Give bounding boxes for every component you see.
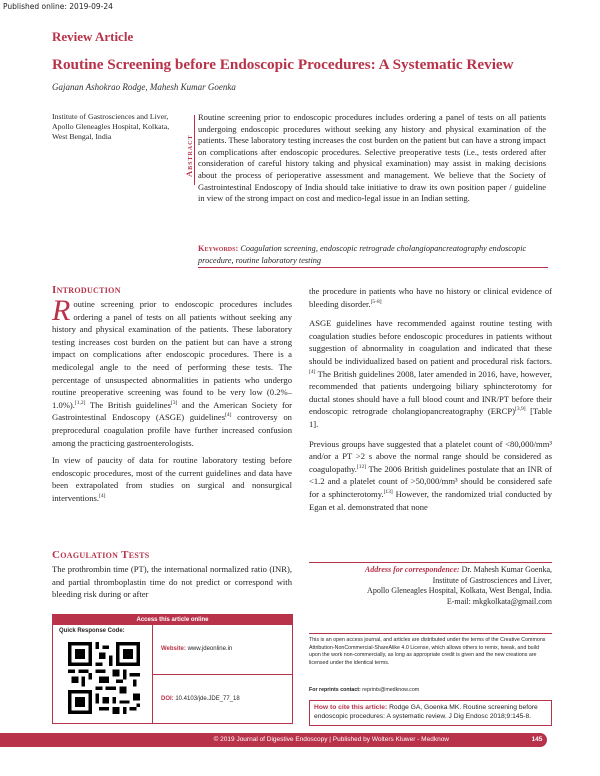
doi-link[interactable]: 10.4103/jde.JDE_77_18 xyxy=(175,696,240,702)
page-footer xyxy=(0,733,600,747)
authors: Gajanan Ashokrao Rodge, Mahesh Kumar Goenka xyxy=(52,82,236,92)
coagulation-paragraph: The prothrombin time (PT), the international normalized ratio (INR), and partial thromboplastin time do not predict or correspond with bleeding risk during or after xyxy=(52,564,292,600)
abstract-text: Routine screening prior to endoscopic procedures includes ordering a panel of tests on all patients undergoing endoscopic procedures without seeking any history and physical examination of the patients. These laboratory testing increases the cost burden on the patient but can have a strong impact on complications after endoscopic procedures. Selective preoperative tests (i.e., tests ordered after consideration of careful history taking and physical examination) may assist in making decisions about the process of perioperative assessment and management. We believe that the Society of Gastrointestinal Endoscopy of India should take initiative to draw its own position paper / guideline in view of the strong impact on cost and medico-legal issue in an Indian setting. xyxy=(198,112,546,204)
qr-label: Quick Response Code: xyxy=(59,628,125,634)
citation-label: How to cite this article: xyxy=(314,704,388,711)
affiliation: Institute of Gastrosciences and Liver, Apollo Gleneagles Hospital, Kolkata, West Bengal, India xyxy=(52,112,170,141)
correspondence-email[interactable]: E-mail: mkgkolkata@gmail.com xyxy=(446,596,552,606)
correspondence-label: Address for correspondence: xyxy=(364,565,460,574)
intro-paragraph-1: Routine screening prior to endoscopic procedures includes ordering a panel of tests on all patients without seeking any history and physical examination of the patients. These laboratory testing increases cost burden on the patient but can have a strong impact on complications after endoscopic procedures. There is a medicolegal angle to the need of performing these tests. The percentage of unsuspected abnormalities in patients who undergo routine preoperative screening was found to be very low (0.2%–1.0%).[1,2] The British guidelines[3] and the American Society for Gastrointestinal Endoscopy (ASGE) guidelines[4] controversy on preprocedural coagulation profile have further increased confusion among the practicing gastroenterologists. xyxy=(52,294,292,448)
published-date: Published online: 2019-09-24 xyxy=(3,2,113,11)
abstract-label-text: Abstract xyxy=(184,134,194,177)
right-paragraph-0: the procedure in patients who have no history or clinical evidence of bleeding disorder.[5-8] xyxy=(309,286,552,309)
article-type: Review Article xyxy=(52,29,134,44)
license-text: This is an open access journal, and articles are distributed under the terms of the Creative Commons Attribution-NonCommercial-ShareAlike 4.0 License, which allows others to remix, tweak, and build upon the work non-commercially, as long as appropriate credit is given and the new creations are licensed under the identical terms. xyxy=(309,633,552,667)
access-article-box xyxy=(52,614,293,724)
qr-code-icon[interactable] xyxy=(68,642,140,714)
abstract-label xyxy=(181,115,195,185)
heading-coagulation-tests: Coagulation Tests xyxy=(52,549,150,561)
intro-paragraph-2: In view of paucity of data for routine laboratory testing before endoscopic procedures, most of the current guidelines and data have been extrapolated from studies on surgical and nonsurgical interventions.[4] xyxy=(52,455,292,503)
reprints-contact: For reprints contact: reprints@medknow.com xyxy=(309,687,420,693)
right-paragraph-2: Previous groups have suggested that a platelet count of <80,000/mm³ and/or a PT >2 s above the normal range should be considered as coagulopathy.[12] The 2006 British guidelines postulate that an INR of <1.2 and a platelet count of >50,000/mm³ should be considered safe for a sphincterotomy.[13] However, the randomized trial conducted by Egan et al. demonstrated that none xyxy=(309,438,552,512)
citation-box: How to cite this article: Rodge GA, Goenka MK. Routine screening before endoscopic procedures: A systematic review. J Dig Endosc 2018;9:145-8. xyxy=(309,700,552,726)
keywords xyxy=(198,243,548,268)
right-paragraph-1: ASGE guidelines have recommended against routine testing with coagulation studies before endoscopic procedures in patients without suggestion of abnormality in coagulation and indicated that these should be individualized based on patient and procedural risk factors.[4] The British guidelines 2008, later amended in 2016, have, however, recommended that patients undergoing biliary sphincterotomy for ductal stones should have a full blood count and INR/PT before their endoscopic retrograde cholangiopancreatography (ERCP)[3,9] [Table 1]. xyxy=(309,318,552,429)
footer-journal: © 2019 Journal of Digestive Endoscopy | Published by Wolters Kluwer - Medknow xyxy=(213,736,449,743)
heading-introduction: Introduction xyxy=(52,284,121,296)
article-title: Routine Screening before Endoscopic Procedures: A Systematic Review xyxy=(52,56,514,73)
website-info: Website: www.jdeonline.in xyxy=(153,625,292,675)
correspondence-address: Address for correspondence: Dr. Mahesh Kumar Goenka, Institute of Gastrosciences and Liver, Apollo Gleneagles Hospital, Kolkata, West Bengal, India. E-mail: mkgkolkata@gmail.com xyxy=(309,562,552,607)
doi-info: DOI: 10.4103/jde.JDE_77_18 xyxy=(161,696,240,702)
introduction-body xyxy=(52,294,292,510)
reprints-email[interactable]: reprints@medknow.com xyxy=(360,687,420,693)
website-link[interactable]: www.jdeonline.in xyxy=(187,646,233,652)
right-column-body xyxy=(309,285,552,520)
drop-cap: R xyxy=(52,294,71,327)
keywords-text: Coagulation screening, endoscopic retrograde cholangiopancreatography endoscopic procedure, routine laboratory testing xyxy=(198,244,527,265)
page-number: 145 xyxy=(527,733,547,747)
access-box-header: Access this article online xyxy=(53,615,292,625)
keywords-label: Keywords: xyxy=(198,244,239,253)
